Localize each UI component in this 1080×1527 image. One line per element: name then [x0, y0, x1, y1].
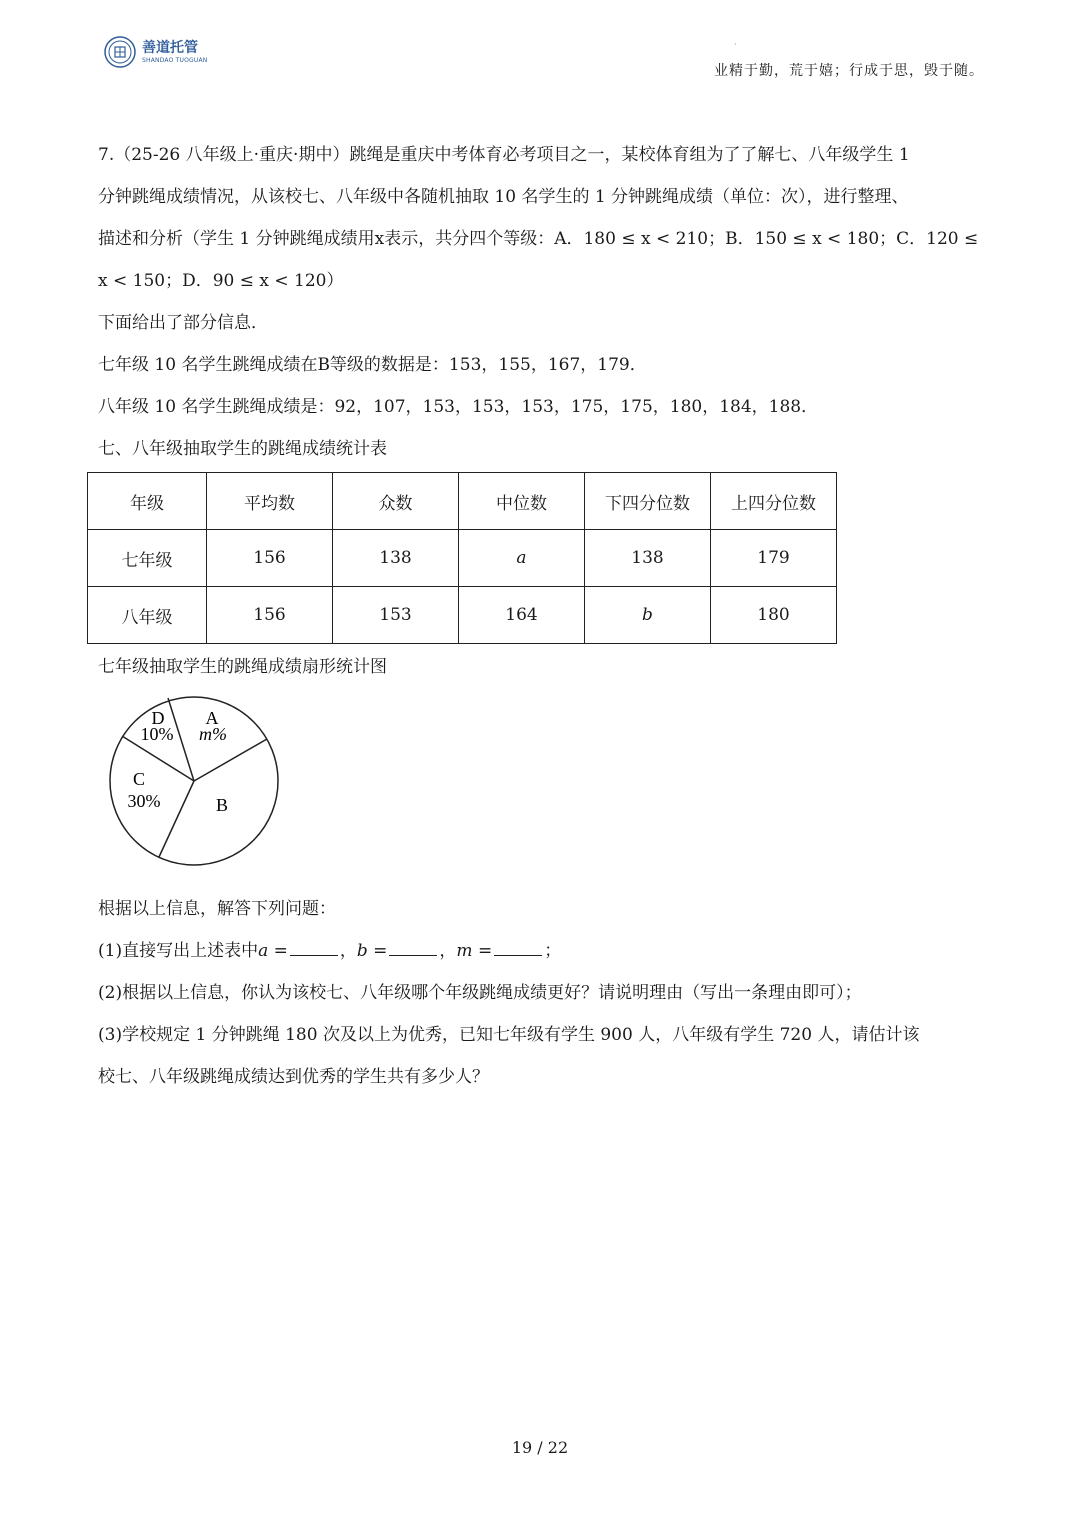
question-line-3: 描述和分析（学生 1 分钟跳绳成绩用x表示，共分四个等级：A．180 ≤ x < 210；B．150 ≤ x < 180；C．120 ≤ [98, 229, 979, 249]
question-line-2: 分钟跳绳成绩情况，从该校七、八年级中各随机抽取 10 名学生的 1 分钟跳绳成绩（单位：次），进行整理、 [98, 187, 909, 207]
table-header-cell: 众数 [333, 473, 459, 530]
questions-intro: 根据以上信息，解答下列问题： [98, 899, 336, 919]
question-3-line-2: 校七、八年级跳绳成绩达到优秀的学生共有多少人？ [98, 1067, 489, 1087]
table-header-row [88, 473, 837, 530]
pie-slice-label: D [151, 708, 165, 728]
pie-slice-label: C [132, 769, 146, 789]
q1-a-label: a = [258, 941, 288, 961]
page-number: 19 / 22 [511, 1438, 569, 1457]
table-cell: 156 [207, 587, 333, 644]
decorative-dot: · [734, 40, 737, 49]
answer-blank-m[interactable] [494, 941, 542, 956]
stats-table [87, 472, 837, 644]
table-cell: 156 [207, 530, 333, 587]
table-cell: 179 [711, 530, 837, 587]
table-cell: 138 [585, 530, 711, 587]
pie-title: 七年级抽取学生的跳绳成绩扇形统计图 [98, 657, 387, 677]
grade8-data: 八年级 10 名学生跳绳成绩是：92，107，153，153，153，175，175，180，184，188． [98, 397, 819, 417]
answer-blank-b[interactable] [389, 941, 437, 956]
q1-prefix: (1)直接写出上述表中 [98, 941, 259, 961]
pie-slice-value: 10% [140, 724, 174, 744]
grade7-b-data: 七年级 10 名学生跳绳成绩在B等级的数据是：153，155，167，179． [98, 355, 647, 375]
header-logo [104, 36, 207, 68]
question-content [98, 134, 988, 1098]
table-header-cell: 年级 [88, 473, 207, 530]
logo-name: 善道托管 [142, 39, 198, 56]
table-cell: 138 [333, 530, 459, 587]
q1-m-label: m = [456, 941, 493, 961]
table-row [88, 587, 837, 644]
table-cell: 180 [711, 587, 837, 644]
question-1: (1)直接写出上述表中a = ，b = ，m = ； [98, 941, 562, 961]
pie-slice-label: B [215, 795, 229, 815]
table-cell: 八年级 [88, 587, 207, 644]
table-row [88, 530, 837, 587]
question-line-1: 7.（25-26 八年级上·重庆·期中）跳绳是重庆中考体育必考项目之一，某校体育组为了了解七、八年级学生 1 [98, 145, 910, 165]
pie-chart [104, 694, 284, 874]
question-line-4: x < 150；D．90 ≤ x < 120） [98, 271, 344, 291]
table-header-cell: 下四分位数 [585, 473, 711, 530]
table-cell: 164 [459, 587, 585, 644]
pie-slice-label: A [205, 708, 219, 728]
pie-slice-value: m% [199, 724, 227, 744]
question-3-line-1: (3)学校规定 1 分钟跳绳 180 次及以上为优秀，已知七年级有学生 900 人，八年级有学生 720 人，请估计该 [98, 1025, 920, 1045]
info-intro: 下面给出了部分信息． [98, 313, 268, 333]
table-header-cell: 平均数 [207, 473, 333, 530]
table-cell: 153 [333, 587, 459, 644]
table-header-cell: 上四分位数 [711, 473, 837, 530]
table-cell: 七年级 [88, 530, 207, 587]
logo-seal-icon [104, 36, 136, 68]
pie-slice-value: 30% [127, 791, 161, 811]
table-cell: a [459, 530, 585, 587]
answer-blank-a[interactable] [290, 941, 338, 956]
pie-divider-b-c [159, 781, 194, 857]
q1-b-label: b = [356, 941, 388, 961]
pie-divider-a-b [194, 739, 267, 781]
pie-svg [104, 694, 284, 874]
table-title: 七、八年级抽取学生的跳绳成绩统计表 [98, 439, 387, 459]
header-motto: 业精于勤，荒于嬉；行成于思，毁于随。 [714, 63, 984, 79]
logo-name-en: SHANDAO TUOGUAN [142, 56, 208, 64]
table-cell: b [585, 587, 711, 644]
question-2: (2)根据以上信息，你认为该校七、八年级哪个年级跳绳成绩更好？请说明理由（写出一条理由即可）； [98, 983, 862, 1003]
table-header-cell: 中位数 [459, 473, 585, 530]
